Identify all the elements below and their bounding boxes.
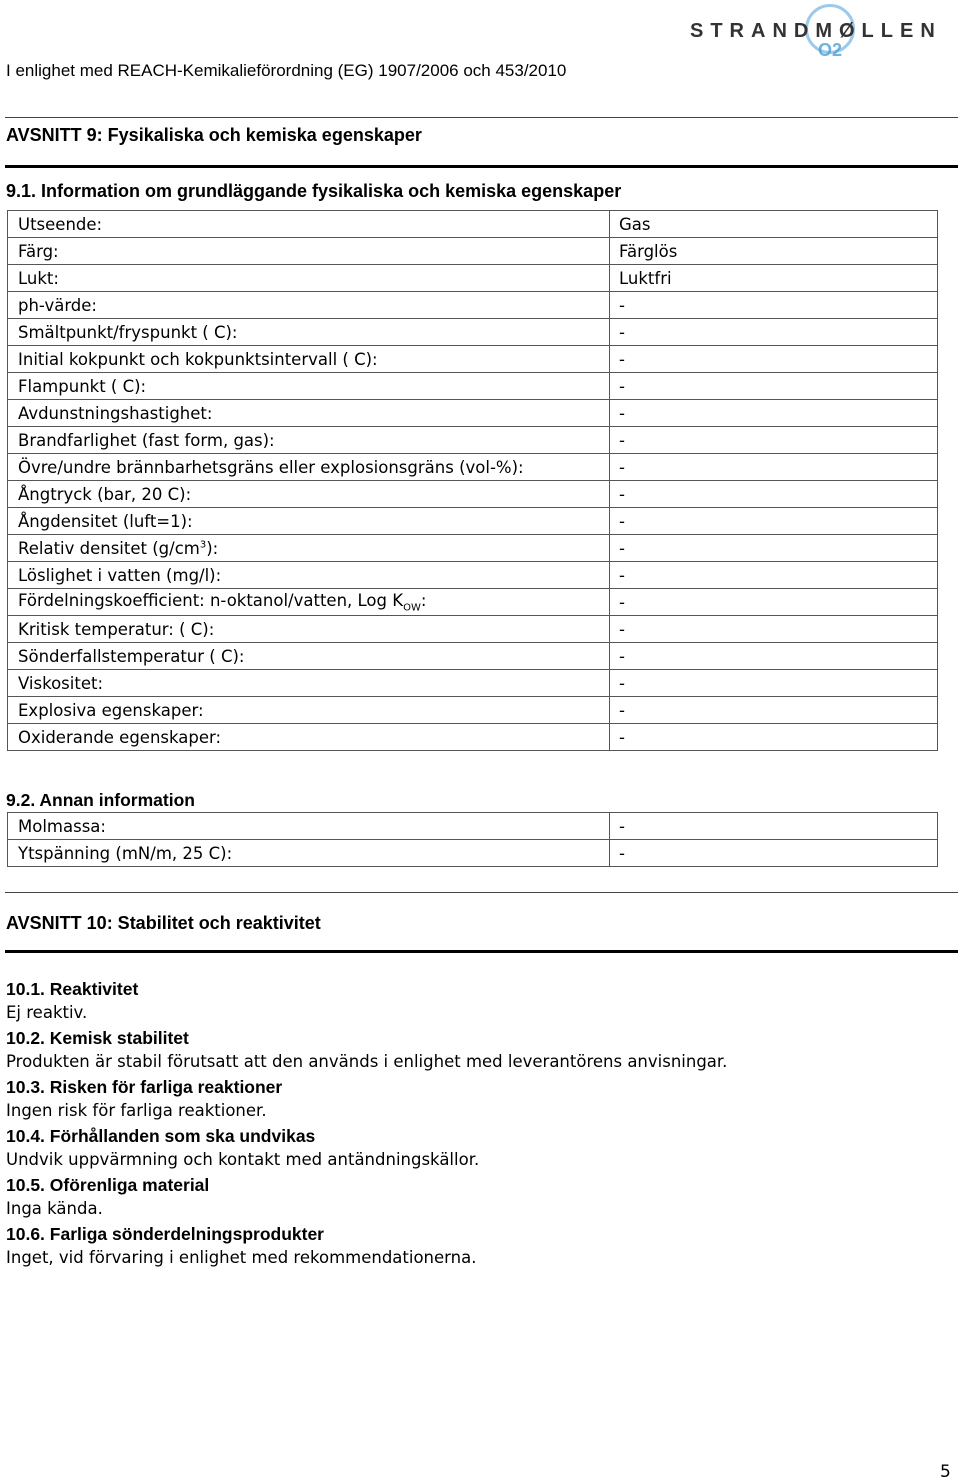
property-label: Avdunstningshastighet:: [8, 400, 610, 427]
property-value: Gas: [610, 211, 938, 238]
section10-4-heading: 10.4. Förhållanden som ska undvikas: [6, 1126, 316, 1146]
section10-5-heading: 10.5. Oförenliga material: [6, 1175, 210, 1195]
property-label: Ångtryck (bar, 20 C):: [8, 481, 610, 508]
section10-title: AVSNITT 10: Stabilitet och reaktivitet: [6, 913, 321, 933]
table-row: [8, 562, 938, 589]
table-row: [8, 346, 938, 373]
property-value: -: [610, 346, 938, 373]
section9-title: AVSNITT 9: Fysikaliska och kemiska egenskaper: [6, 125, 422, 145]
property-value: -: [610, 697, 938, 724]
table-row: [8, 400, 938, 427]
property-label: Övre/undre brännbarhetsgräns eller explosionsgräns (vol-%):: [8, 454, 610, 481]
other-info-table: [7, 812, 938, 867]
section10-4-text: Undvik uppvärmning och kontakt med antändningskällor.: [6, 1150, 480, 1169]
logo-o2-symbol: O2: [818, 40, 843, 60]
table-row: [8, 589, 938, 616]
property-label: Sönderfallstemperatur ( C):: [8, 643, 610, 670]
property-label-text: Fördelningskoefficient: n-oktanol/vatten, Log K: [18, 590, 404, 610]
property-value: -: [610, 670, 938, 697]
property-label: Explosiva egenskaper:: [8, 697, 610, 724]
property-label: Ångdensitet (luft=1):: [8, 508, 610, 535]
property-label: Initial kokpunkt och kokpunktsintervall ( C):: [8, 346, 610, 373]
property-label: Smältpunkt/fryspunkt ( C):: [8, 319, 610, 346]
section9-divider: [5, 165, 958, 168]
property-label: Färg:: [8, 238, 610, 265]
table-row: [8, 697, 938, 724]
property-label: Oxiderande egenskaper:: [8, 724, 610, 751]
table-row: [8, 813, 938, 840]
table-row: [8, 643, 938, 670]
section10-2-text: Produkten är stabil förutsatt att den används i enlighet med leverantörens anvisningar.: [6, 1052, 728, 1071]
section10-6-text: Inget, vid förvaring i enlighet med rekommendationerna.: [6, 1248, 477, 1267]
property-label: [8, 589, 610, 616]
property-label-suffix: ):: [206, 538, 219, 558]
table-row: [8, 427, 938, 454]
table-row: [8, 724, 938, 751]
property-label: Brandfarlighet (fast form, gas):: [8, 427, 610, 454]
table-row: [8, 319, 938, 346]
table-row: [8, 292, 938, 319]
subscript: OW: [403, 602, 421, 614]
property-value: -: [610, 840, 938, 867]
section10-3-text: Ingen risk för farliga reaktioner.: [6, 1101, 267, 1120]
property-label: Löslighet i vatten (mg/l):: [8, 562, 610, 589]
property-value: -: [610, 481, 938, 508]
property-value: Färglös: [610, 238, 938, 265]
property-value: -: [610, 400, 938, 427]
table-row: [8, 840, 938, 867]
property-value: -: [610, 616, 938, 643]
section10-top-divider: [5, 892, 958, 893]
superscript: 3: [199, 539, 207, 550]
property-value: -: [610, 643, 938, 670]
section9-2-title: 9.2. Annan information: [6, 790, 195, 810]
property-value: -: [610, 562, 938, 589]
table-row: [8, 481, 938, 508]
property-value: -: [610, 589, 938, 616]
table-row: [8, 616, 938, 643]
property-label: Molmassa:: [8, 813, 610, 840]
section10-5-text: Inga kända.: [6, 1199, 103, 1218]
section10-1-text: Ej reaktiv.: [6, 1003, 88, 1022]
table-row: [8, 265, 938, 292]
table-row: [8, 535, 938, 562]
table-row: [8, 373, 938, 400]
properties-table: [7, 210, 938, 751]
property-value: -: [610, 724, 938, 751]
table-row: [8, 670, 938, 697]
section10-3-heading: 10.3. Risken för farliga reaktioner: [6, 1077, 283, 1097]
company-logo: [690, 10, 940, 70]
table-row: [8, 454, 938, 481]
table-row: [8, 211, 938, 238]
property-label: Utseende:: [8, 211, 610, 238]
property-label: ph-värde:: [8, 292, 610, 319]
section9-1-title: 9.1. Information om grundläggande fysikaliska och kemiska egenskaper: [6, 181, 622, 201]
property-value: Luktfri: [610, 265, 938, 292]
section10-2-heading: 10.2. Kemisk stabilitet: [6, 1028, 189, 1048]
page-number: 5: [940, 1462, 951, 1482]
table-row: [8, 508, 938, 535]
property-value: -: [610, 535, 938, 562]
property-label-text: Relativ densitet (g/cm: [18, 538, 200, 558]
property-label: Ytspänning (mN/m, 25 C):: [8, 840, 610, 867]
section10-divider: [5, 950, 958, 953]
property-label: Kritisk temperatur: ( C):: [8, 616, 610, 643]
property-value: -: [610, 373, 938, 400]
property-value: -: [610, 454, 938, 481]
property-label-suffix: :: [420, 590, 427, 610]
property-label: Flampunkt ( C):: [8, 373, 610, 400]
header-divider: [5, 117, 958, 118]
logo-text: STRANDMØLLEN: [690, 20, 942, 42]
table-row: [8, 238, 938, 265]
property-label: Lukt:: [8, 265, 610, 292]
regulation-header: I enlighet med REACH-Kemikalieförordning (EG) 1907/2006 och 453/2010: [6, 61, 567, 80]
property-value: -: [610, 508, 938, 535]
property-label: Viskositet:: [8, 670, 610, 697]
property-value: -: [610, 427, 938, 454]
section10-6-heading: 10.6. Farliga sönderdelningsprodukter: [6, 1224, 324, 1244]
property-label: [8, 535, 610, 562]
property-value: -: [610, 813, 938, 840]
section10-1-heading: 10.1. Reaktivitet: [6, 979, 139, 999]
property-value: -: [610, 292, 938, 319]
property-value: -: [610, 319, 938, 346]
